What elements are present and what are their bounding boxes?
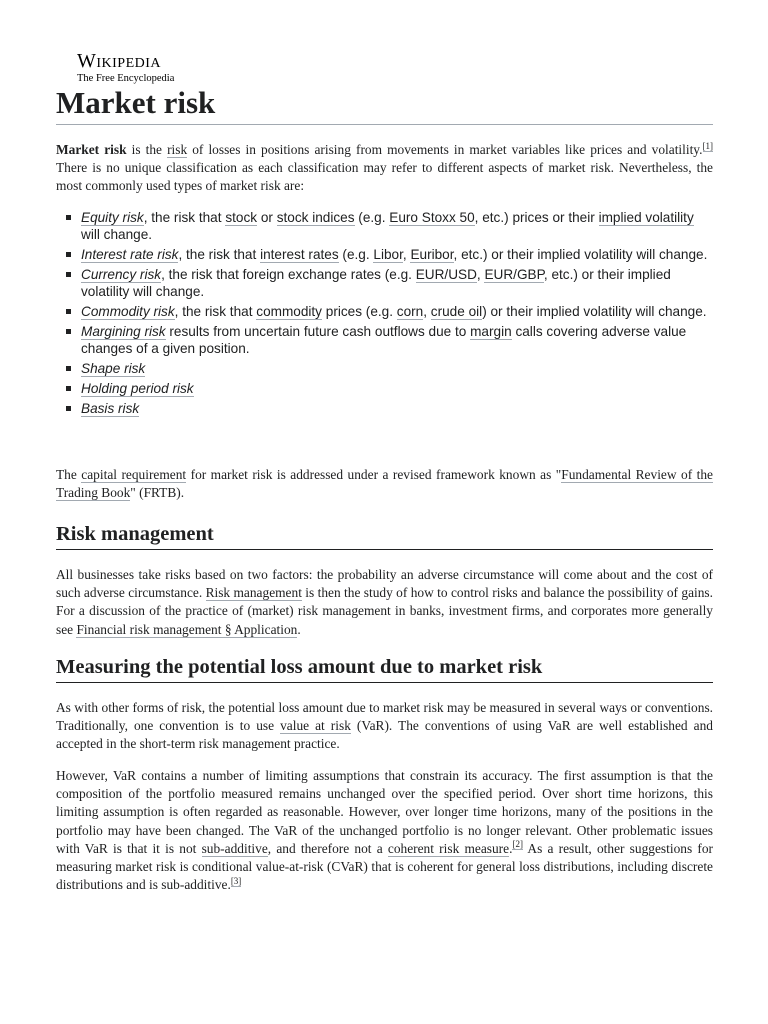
list-text: (e.g.	[338, 247, 374, 262]
list-item-currency	[56, 266, 713, 300]
heading-risk-management: Risk management	[56, 521, 713, 550]
bullet-icon	[66, 215, 71, 220]
bullet-icon	[66, 329, 71, 334]
para-text: All businesses take risks based on two factors: the probability an adverse circumstance will come about and the cost of such adverse circumstance.	[56, 567, 713, 601]
link-risk[interactable]: risk	[167, 142, 188, 157]
link-risk-management[interactable]: Risk management	[205, 585, 302, 601]
list-item-shape	[56, 360, 713, 377]
list-text: , etc.) or their implied volatility will change.	[81, 267, 671, 299]
link-financial-risk-management[interactable]: Financial risk management § Application	[76, 621, 298, 637]
frtb-paragraph	[56, 466, 713, 502]
link-corn[interactable]: corn	[396, 304, 424, 319]
link-sub-additive[interactable]: sub-additive	[201, 840, 268, 856]
intro-paragraph	[56, 141, 713, 196]
link-eur-gbp[interactable]: EUR/GBP	[484, 267, 544, 282]
para-text: for market risk is addressed under a revised framework known as "	[186, 467, 562, 482]
para-text: , and therefore not a	[267, 840, 388, 856]
link-euro-stoxx[interactable]: Euro Stoxx 50	[389, 210, 475, 225]
bullet-icon	[66, 252, 71, 257]
list-text: , the risk that foreign exchange rates (e.g.	[161, 267, 416, 282]
list-text: results from uncertain future cash outflows due to	[165, 324, 471, 339]
para-text: (VaR). The conventions of using VaR are well established and accepted in the short-term risk management practice.	[56, 718, 713, 752]
para-text: As a result, other suggestions for measuring market risk is conditional value-at-risk (CVaR) that is coherent for general loss distributions, including discrete distributions and is sub-additive.	[56, 840, 713, 893]
logo-tagline: The Free Encyclopedia	[77, 73, 175, 84]
link-eur-usd[interactable]: EUR/USD	[415, 267, 477, 282]
list-item-holding	[56, 380, 713, 397]
link-interest-rates[interactable]: interest rates	[260, 247, 339, 262]
list-text: or	[257, 210, 277, 225]
list-text: prices (e.g.	[321, 304, 397, 319]
link-euribor[interactable]: Euribor	[410, 247, 454, 262]
measuring-paragraph-2	[56, 767, 713, 894]
ref-1[interactable]	[703, 141, 714, 152]
list-item-margining	[56, 323, 713, 357]
list-text: ,	[423, 304, 431, 319]
list-item-commodity	[56, 303, 713, 320]
ref-1-link[interactable]: [1]	[702, 140, 713, 151]
list-text: will change.	[81, 227, 153, 242]
wikipedia-logo[interactable]	[77, 50, 217, 85]
page-title: Market risk	[56, 84, 713, 125]
link-commodity-risk[interactable]: Commodity risk	[81, 304, 175, 319]
link-frtb[interactable]: Fundamental Review of the Trading Book	[56, 467, 713, 501]
para-text: However, VaR contains a number of limiting assumptions that constrain its accuracy. The first assumption is that the composition of the portfolio measured remains unchanged over the specified period. Over short time horizons, this limiting assumption is often regarded as reasonable. However, over longer time horizons, many of the positions in the portfolio may have been changed. The VaR of the unchanged portfolio is no longer relevant. Other problematic issues with VaR is that it is not	[56, 768, 713, 856]
list-text: , the risk that	[143, 210, 226, 225]
bullet-icon	[66, 366, 71, 371]
intro-text: There is no unique classification as each classification may refer to different aspects of market risk. Nevertheless, the most commonly used types of market risk are:	[56, 160, 713, 194]
list-text: ,	[402, 247, 411, 262]
list-item-equity	[56, 209, 713, 243]
list-text: ,	[476, 267, 485, 282]
link-libor[interactable]: Libor	[373, 247, 403, 262]
link-interest-rate-risk[interactable]: Interest rate risk	[81, 247, 179, 262]
ref-3[interactable]	[231, 876, 242, 887]
list-item-interest	[56, 246, 713, 263]
risk-types-list	[56, 209, 713, 420]
list-text: , etc.) prices or their	[474, 210, 599, 225]
link-holding-period-risk[interactable]: Holding period risk	[81, 381, 194, 396]
list-text: calls covering adverse value changes of a given position.	[81, 324, 687, 356]
intro-bold-term: Market risk	[56, 142, 127, 157]
list-text: ) or their implied volatility will change.	[482, 304, 707, 319]
link-basis-risk[interactable]: Basis risk	[81, 401, 140, 416]
link-commodity[interactable]: commodity	[256, 304, 322, 319]
list-item-basis	[56, 400, 713, 417]
para-text: " (FRTB).	[130, 485, 185, 501]
bullet-icon	[66, 406, 71, 411]
para-text: As with other forms of risk, the potential loss amount due to market risk may be measured in several ways or conventions. Traditionally, one convention is to use	[56, 700, 713, 734]
para-text: .	[509, 840, 513, 856]
link-stock[interactable]: stock	[225, 210, 258, 225]
para-text: is then the study of how to control risks and balance the possibility of gains. For a discussion of the practice of (market) risk management in banks, investment firms, and corporates more generally see	[56, 585, 713, 637]
link-currency-risk[interactable]: Currency risk	[81, 267, 162, 282]
link-capital-requirement[interactable]: capital requirement	[81, 467, 187, 482]
list-text: , etc.) or their implied volatility will change.	[453, 247, 708, 262]
intro-text: is the	[126, 142, 168, 157]
link-stock-indices[interactable]: stock indices	[276, 210, 355, 225]
link-equity-risk[interactable]: Equity risk	[81, 210, 144, 225]
ref-2-link[interactable]: [2]	[512, 839, 523, 850]
link-crude-oil[interactable]: crude oil	[430, 304, 483, 319]
bullet-icon	[66, 386, 71, 391]
link-margining-risk[interactable]: Margining risk	[81, 324, 166, 339]
ref-2[interactable]	[512, 839, 523, 850]
logo-wordmark: Wikipedia	[77, 50, 162, 72]
heading-measuring: Measuring the potential loss amount due to market risk	[56, 654, 713, 683]
measuring-paragraph-1	[56, 699, 713, 754]
list-text: (e.g.	[354, 210, 390, 225]
link-implied-volatility[interactable]: implied volatility	[598, 210, 694, 225]
link-shape-risk[interactable]: Shape risk	[81, 361, 146, 376]
list-text: , the risk that	[178, 247, 261, 262]
bullet-icon	[66, 309, 71, 314]
link-margin[interactable]: margin	[470, 324, 512, 339]
risk-management-paragraph	[56, 566, 713, 639]
link-coherent-risk-measure[interactable]: coherent risk measure	[387, 840, 510, 856]
intro-text: of losses in positions arising from movements in market variables like prices and volatility.	[187, 142, 703, 157]
ref-3-link[interactable]: [3]	[230, 875, 242, 886]
bullet-icon	[66, 272, 71, 277]
list-text: , the risk that	[174, 304, 257, 319]
link-value-at-risk[interactable]: value at risk	[280, 718, 351, 734]
para-text: The	[56, 467, 82, 482]
para-text: .	[297, 621, 301, 637]
